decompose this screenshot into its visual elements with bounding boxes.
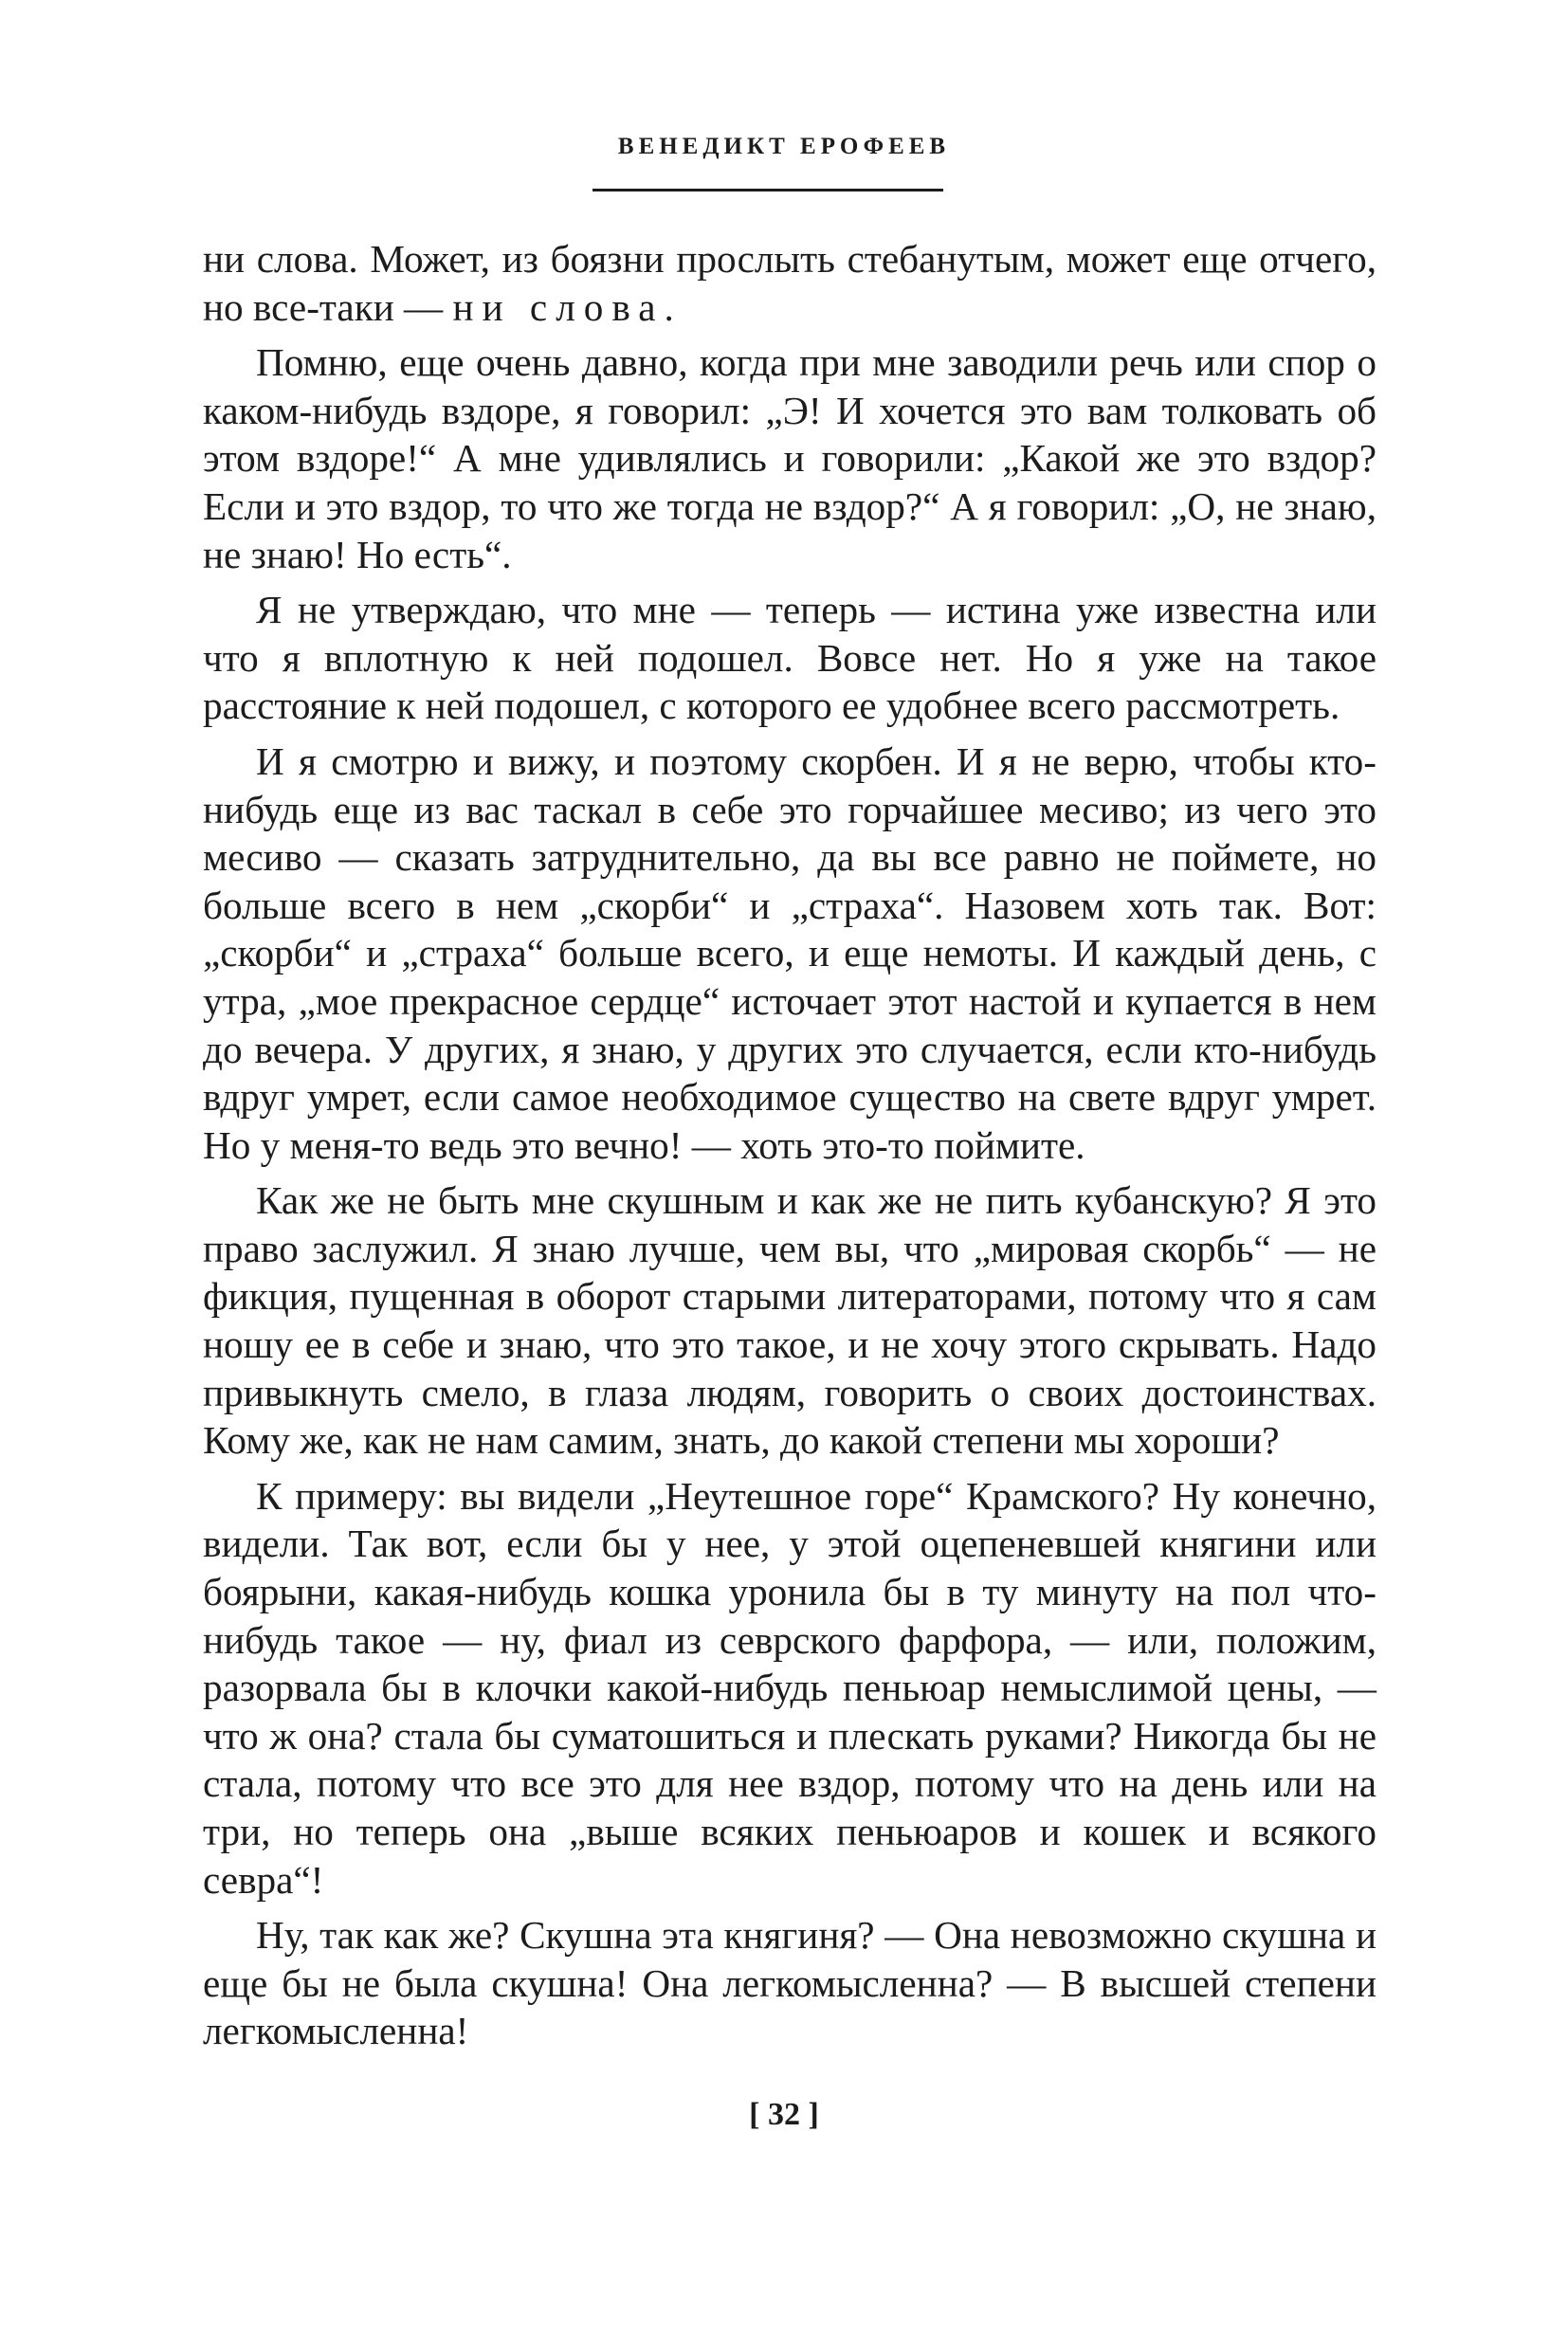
body-text	[203, 235, 1377, 2063]
paragraph-6: К примеру: вы видели „Неутешное горе“ Крамского? Ну конечно, видели. Так вот, если бы у нее, у этой оцепеневшей княгини или боярыни, какая-нибудь кошка уронила бы в ту минуту на пол что-нибудь такое — ну, фиал из севрского фарфора, — или, положим, разорвала бы в клочки какой-нибудь пеньюар немыслимой цены, — что ж она? стала бы суматошиться и плескать руками? Никогда бы не стала, потому что все это для нее вздор, потому что на день или на три, но теперь она „выше всяких пеньюаров и кошек и всякого севра“!	[203, 1473, 1377, 1902]
paragraph-2: Помню, еще очень давно, когда при мне заводили речь или спор о каком-нибудь вздоре, я говорил: „Э! И хочется это вам толковать об этом вздоре!“ А мне удивлялись и говорили: „Какой же это вздор? Если и это вздор, то что же тогда не вздор?“ А я говорил: „О, не знаю, не знаю! Но есть“.	[203, 340, 1377, 576]
running-head-author: ВЕНЕДИКТ ЕРОФЕЕВ	[617, 134, 951, 159]
paragraph-3: Я не утверждаю, что мне — теперь — истина уже известна или что я вплотную к ней подошел. Вовсе нет. Но я уже на такое расстояние к ней подошел, с которого ее удобнее всего рассмотреть.	[203, 588, 1377, 728]
paragraph-1	[203, 235, 1377, 331]
paragraph-5: Как же не быть мне скушным и как же не пить кубанскую? Я это право заслужил. Я знаю лучше, чем вы, что „мировая скорбь“ — не фикция, пущенная в оборот старыми литераторами, потому что я сам ношу ее в себе и знаю, что это такое, и не хочу этого скрывать. Надо привыкнуть смело, в глаза людям, говорить о своих достоинствах. Кому же, как не нам самим, знать, до какой степени мы хороши?	[203, 1178, 1377, 1463]
spaced-emphasis: ни слова	[452, 284, 665, 329]
paragraph-1-text: ни слова. Может, из боязни прослыть стебанутым, может еще отчего, но все-таки —	[203, 237, 1377, 329]
page-number: [ 32 ]	[749, 2097, 819, 2132]
paragraph-4: И я смотрю и вижу, и поэтому скорбен. И я не верю, чтобы кто-нибудь еще из вас таскал в себе это горчайшее месиво; из чего это месиво — сказать затруднительно, да вы все равно не поймете, но больше всего в нем „скорби“ и „страха“. Назовем хоть так. Вот: „скорби“ и „страха“ больше всего, и еще немоты. И каждый день, с утра, „мое прекрасное сердце“ источает этот настой и купается в нем до вечера. У других, я знаю, у других это случается, если кто-нибудь вдруг умрет, если самое необходимое существо на свете вдруг умрет. Но у меня-то ведь это вечно! — хоть это-то поймите.	[203, 738, 1377, 1167]
paragraph-7: Ну, так как же? Скушна эта княгиня? — Она невозможно скушна и еще бы не была скушна! Она легкомысленна? — В высшей степени легкомысленна!	[203, 1913, 1377, 2053]
header-rule	[593, 189, 943, 191]
paragraph-1-end: .	[664, 284, 674, 329]
